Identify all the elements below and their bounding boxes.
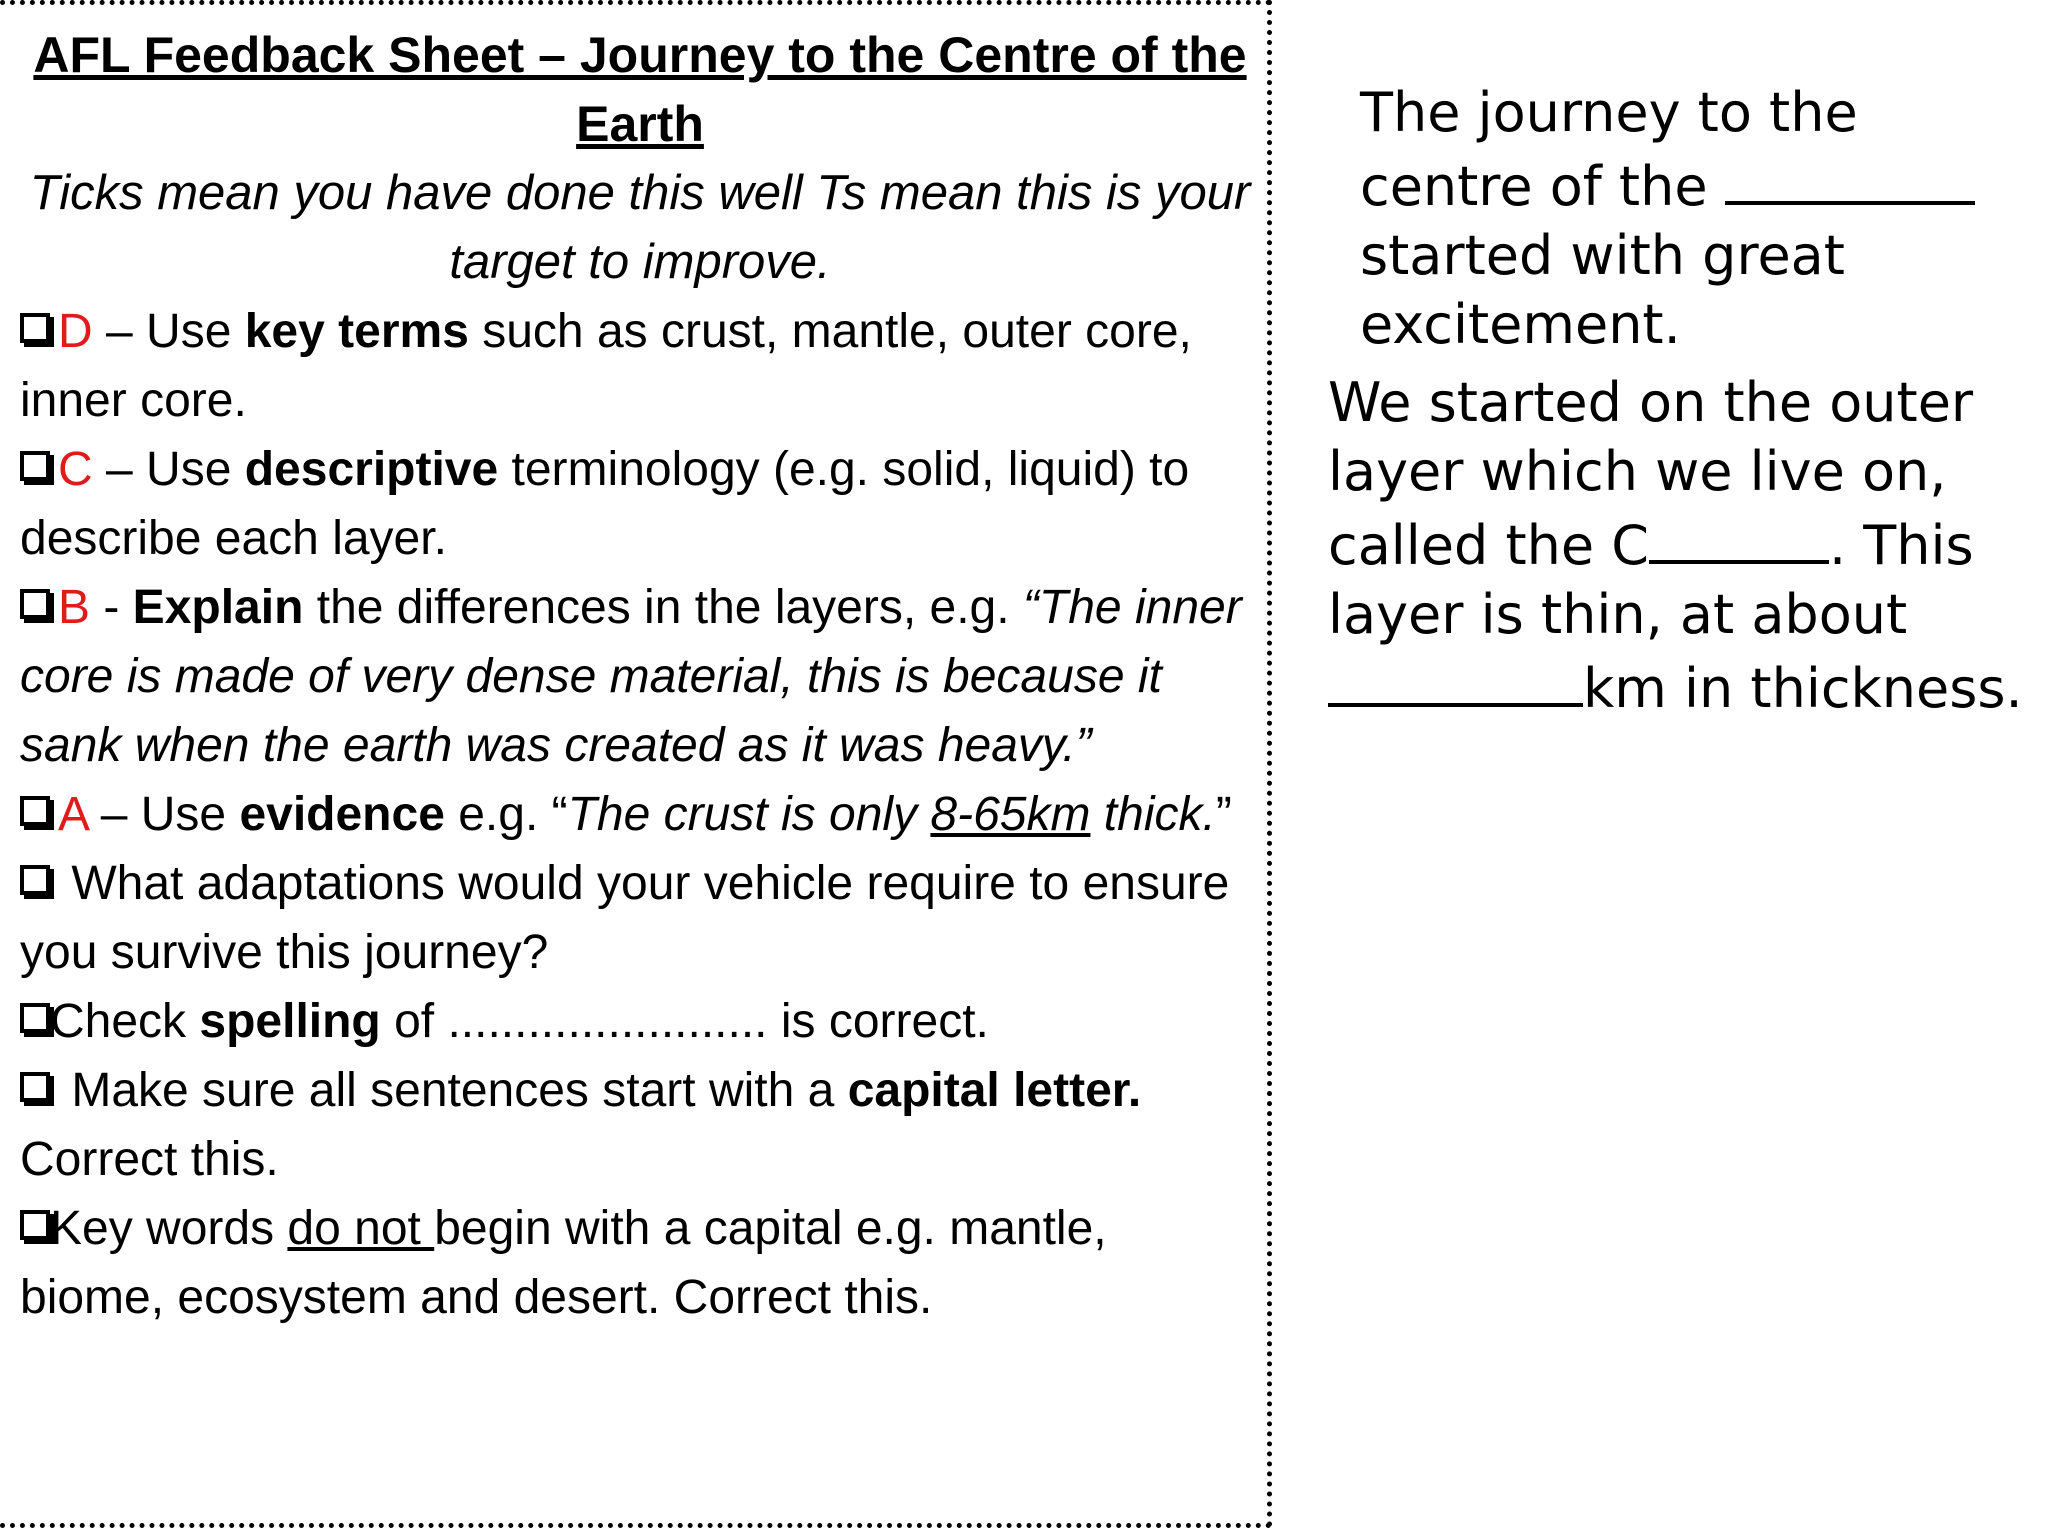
checkbox-icon[interactable] bbox=[20, 796, 50, 826]
criteria-item-b: B - Explain the differences in the layers, e.g. “The inner core is made of very dense material, this is because it sank when the earth was created as it was heavy.” bbox=[20, 581, 1242, 772]
criteria-item-keywords: Key words do not begin with a capital e.g. mantle, biome, ecosystem and desert. Correct this. bbox=[20, 1202, 1107, 1324]
criteria-item-d: D – Use key terms such as crust, mantle, outer core, inner core. bbox=[20, 305, 1192, 427]
story-paragraph-2: We started on the outer layer which we live on, called the C . This layer is thin, at about km in thickness. bbox=[1328, 371, 2023, 720]
story-paragraph-1: The journey to the centre of the started with great excitement. bbox=[1360, 78, 2010, 359]
sheet-subtitle: Ticks mean you have done this well Ts mean this is your target to improve. bbox=[29, 166, 1251, 289]
checkbox-icon[interactable] bbox=[20, 313, 50, 343]
fill-in-blank[interactable] bbox=[1725, 147, 1975, 205]
checkbox-icon[interactable] bbox=[20, 1210, 50, 1240]
checkbox-icon[interactable] bbox=[20, 589, 50, 619]
fill-in-blank[interactable] bbox=[1649, 506, 1829, 564]
criteria-item-adaptations: What adaptations would your vehicle require to ensure you survive this journey? bbox=[20, 857, 1230, 979]
criteria-item-c: C – Use descriptive terminology (e.g. solid, liquid) to describe each layer. bbox=[20, 443, 1190, 565]
checkbox-icon[interactable] bbox=[20, 1072, 50, 1102]
checkbox-icon[interactable] bbox=[20, 451, 50, 481]
criteria-item-a: A – Use evidence e.g. “The crust is only 8-65km thick.” bbox=[20, 780, 1260, 849]
checkbox-icon[interactable] bbox=[20, 865, 50, 895]
checkbox-icon[interactable] bbox=[20, 1003, 50, 1033]
feedback-sheet-content bbox=[20, 21, 1260, 1332]
sheet-title: AFL Feedback Sheet – Journey to the Centre of the Earth bbox=[33, 27, 1247, 152]
fill-in-blank[interactable] bbox=[1328, 649, 1583, 707]
criteria-item-spelling: Check spelling of ........................ is correct. bbox=[20, 987, 1260, 1056]
criteria-item-capitals: Make sure all sentences start with a capital letter. Correct this. bbox=[20, 1064, 1142, 1186]
